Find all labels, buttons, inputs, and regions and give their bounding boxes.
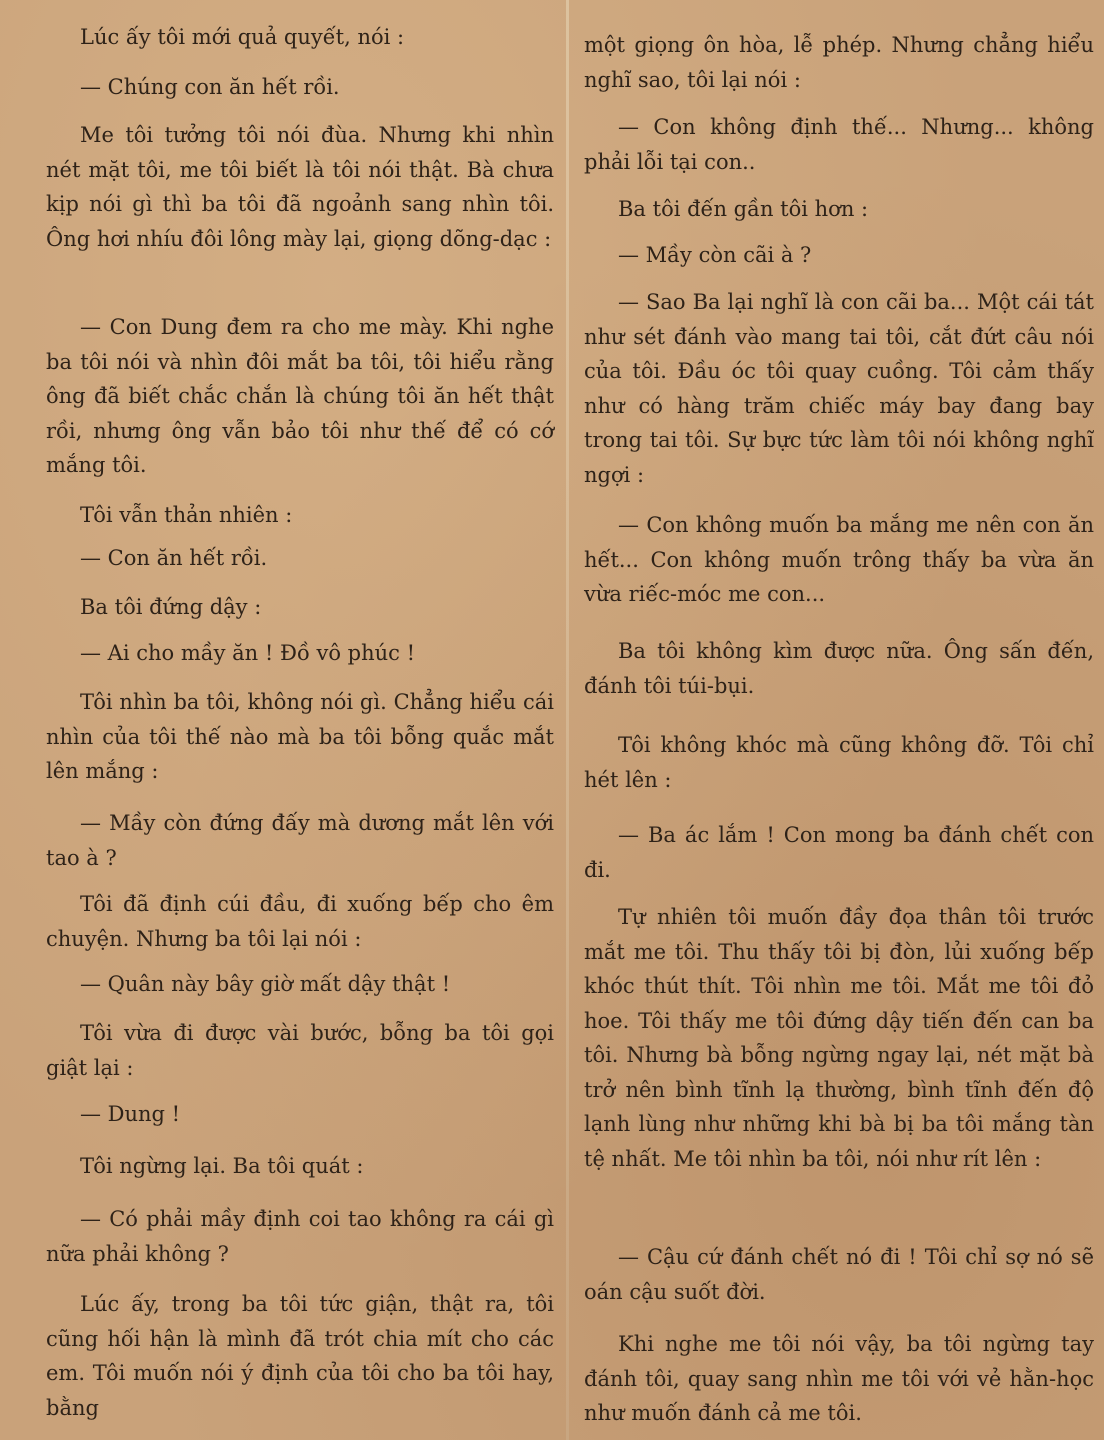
paragraph: — Quân này bây giờ mất dậy thật ! bbox=[80, 972, 451, 996]
paragraph: Lúc ấy tôi mới quả quyết, nói : bbox=[80, 25, 405, 49]
paragraph: một giọng ôn hòa, lễ phép. Nhưng chẳng hiểu nghĩ sao, tôi lại nói : bbox=[584, 33, 1094, 92]
paragraph: Tôi vừa đi được vài bước, bỗng ba tôi gọi giật lại : bbox=[46, 1021, 554, 1080]
paragraph: Me tôi tưởng tôi nói đùa. Nhưng khi nhìn nét mặt tôi, me tôi biết là tôi nói thật. Bà chưa kịp nói gì thì ba tôi đã ngoảnh sang nhìn tôi. Ông hơi nhíu đôi lông mày lại, giọng dõng-dạc : bbox=[46, 123, 554, 251]
paragraph: — Con không định thế... Nhưng... không phải lỗi tại con.. bbox=[584, 115, 1094, 174]
paragraph: — Con Dung đem ra cho me mày. Khi nghe ba tôi nói và nhìn đôi mắt ba tôi, tôi hiểu rằng ông đã biết chắc chắn là chúng tôi ăn hết thật rồi, nhưng ông vẫn bảo tôi như thế để có cớ mắng tôi. bbox=[46, 315, 554, 477]
column-gutter bbox=[566, 0, 569, 1440]
paragraph: Lúc ấy, trong ba tôi tức giận, thật ra, tôi cũng hối hận là mình đã trót chia mít cho các em. Tôi muốn nói ý định của tôi cho ba tôi hay, bằng bbox=[46, 1292, 554, 1420]
paragraph: — Có phải mầy định coi tao không ra cái gì nữa phải không ? bbox=[46, 1207, 554, 1266]
paragraph: — Con không muốn ba mắng me nên con ăn hết... Con không muốn trông thấy ba vừa ăn vừa riếc-móc me con... bbox=[584, 513, 1094, 606]
paragraph: — Chúng con ăn hết rồi. bbox=[80, 75, 340, 99]
paragraph: — Mầy còn cãi à ? bbox=[618, 243, 812, 267]
paragraph: Khi nghe me tôi nói vậy, ba tôi ngừng tay đánh tôi, quay sang nhìn me tôi với vẻ hằn-học như muốn đánh cả me tôi. bbox=[584, 1332, 1094, 1425]
paragraph: Tôi không khóc mà cũng không đỡ. Tôi chỉ hét lên : bbox=[584, 733, 1094, 792]
paragraph: Ba tôi đứng dậy : bbox=[80, 595, 262, 619]
paragraph: Tôi ngừng lại. Ba tôi quát : bbox=[80, 1154, 364, 1178]
paragraph: — Sao Ba lại nghĩ là con cãi ba... Một cái tát như sét đánh vào mang tai tôi, cắt đứt câu nói của tôi. Đầu óc tôi quay cuồng. Tôi cảm thấy như có hàng trăm chiếc máy bay đang bay trong tai tôi. Sự bực tức làm tôi nói không nghĩ ngợi : bbox=[584, 290, 1094, 487]
paragraph: — Mầy còn đứng đấy mà dương mắt lên với tao à ? bbox=[46, 811, 554, 870]
paragraph: Tự nhiên tôi muốn đầy đọa thân tôi trước mắt me tôi. Thu thấy tôi bị đòn, lủi xuống bếp khóc thút thít. Tôi nhìn me tôi. Mắt me tôi đỏ hoe. Tôi thấy me tôi đứng dậy tiến đến can ba tôi. Nhưng bà bỗng ngừng ngay lại, nét mặt bà trở nên bình tĩnh lạ thường, bình tĩnh đến độ lạnh lùng như những khi bà bị ba tôi mắng tàn tệ nhất. Me tôi nhìn ba tôi, nói như rít lên : bbox=[584, 905, 1094, 1171]
paragraph: Ba tôi không kìm được nữa. Ông sấn đến, đánh tôi túi-bụi. bbox=[584, 639, 1094, 698]
paragraph: — Ai cho mầy ăn ! Đồ vô phúc ! bbox=[80, 641, 416, 665]
paragraph: Ba tôi đến gần tôi hơn : bbox=[618, 197, 869, 221]
paragraph: — Ba ác lắm ! Con mong ba đánh chết con đi. bbox=[584, 823, 1094, 882]
paragraph: Tôi vẫn thản nhiên : bbox=[80, 503, 293, 527]
paragraph: — Con ăn hết rồi. bbox=[80, 546, 268, 570]
paragraph: — Cậu cứ đánh chết nó đi ! Tôi chỉ sợ nó sẽ oán cậu suốt đời. bbox=[584, 1245, 1094, 1304]
paragraph: Tôi đã định cúi đầu, đi xuống bếp cho êm chuyện. Nhưng ba tôi lại nói : bbox=[46, 892, 554, 951]
paragraph: Tôi nhìn ba tôi, không nói gì. Chẳng hiểu cái nhìn của tôi thế nào mà ba tôi bỗng quắc mắt lên mắng : bbox=[46, 690, 554, 783]
paragraph: — Dung ! bbox=[80, 1102, 181, 1126]
